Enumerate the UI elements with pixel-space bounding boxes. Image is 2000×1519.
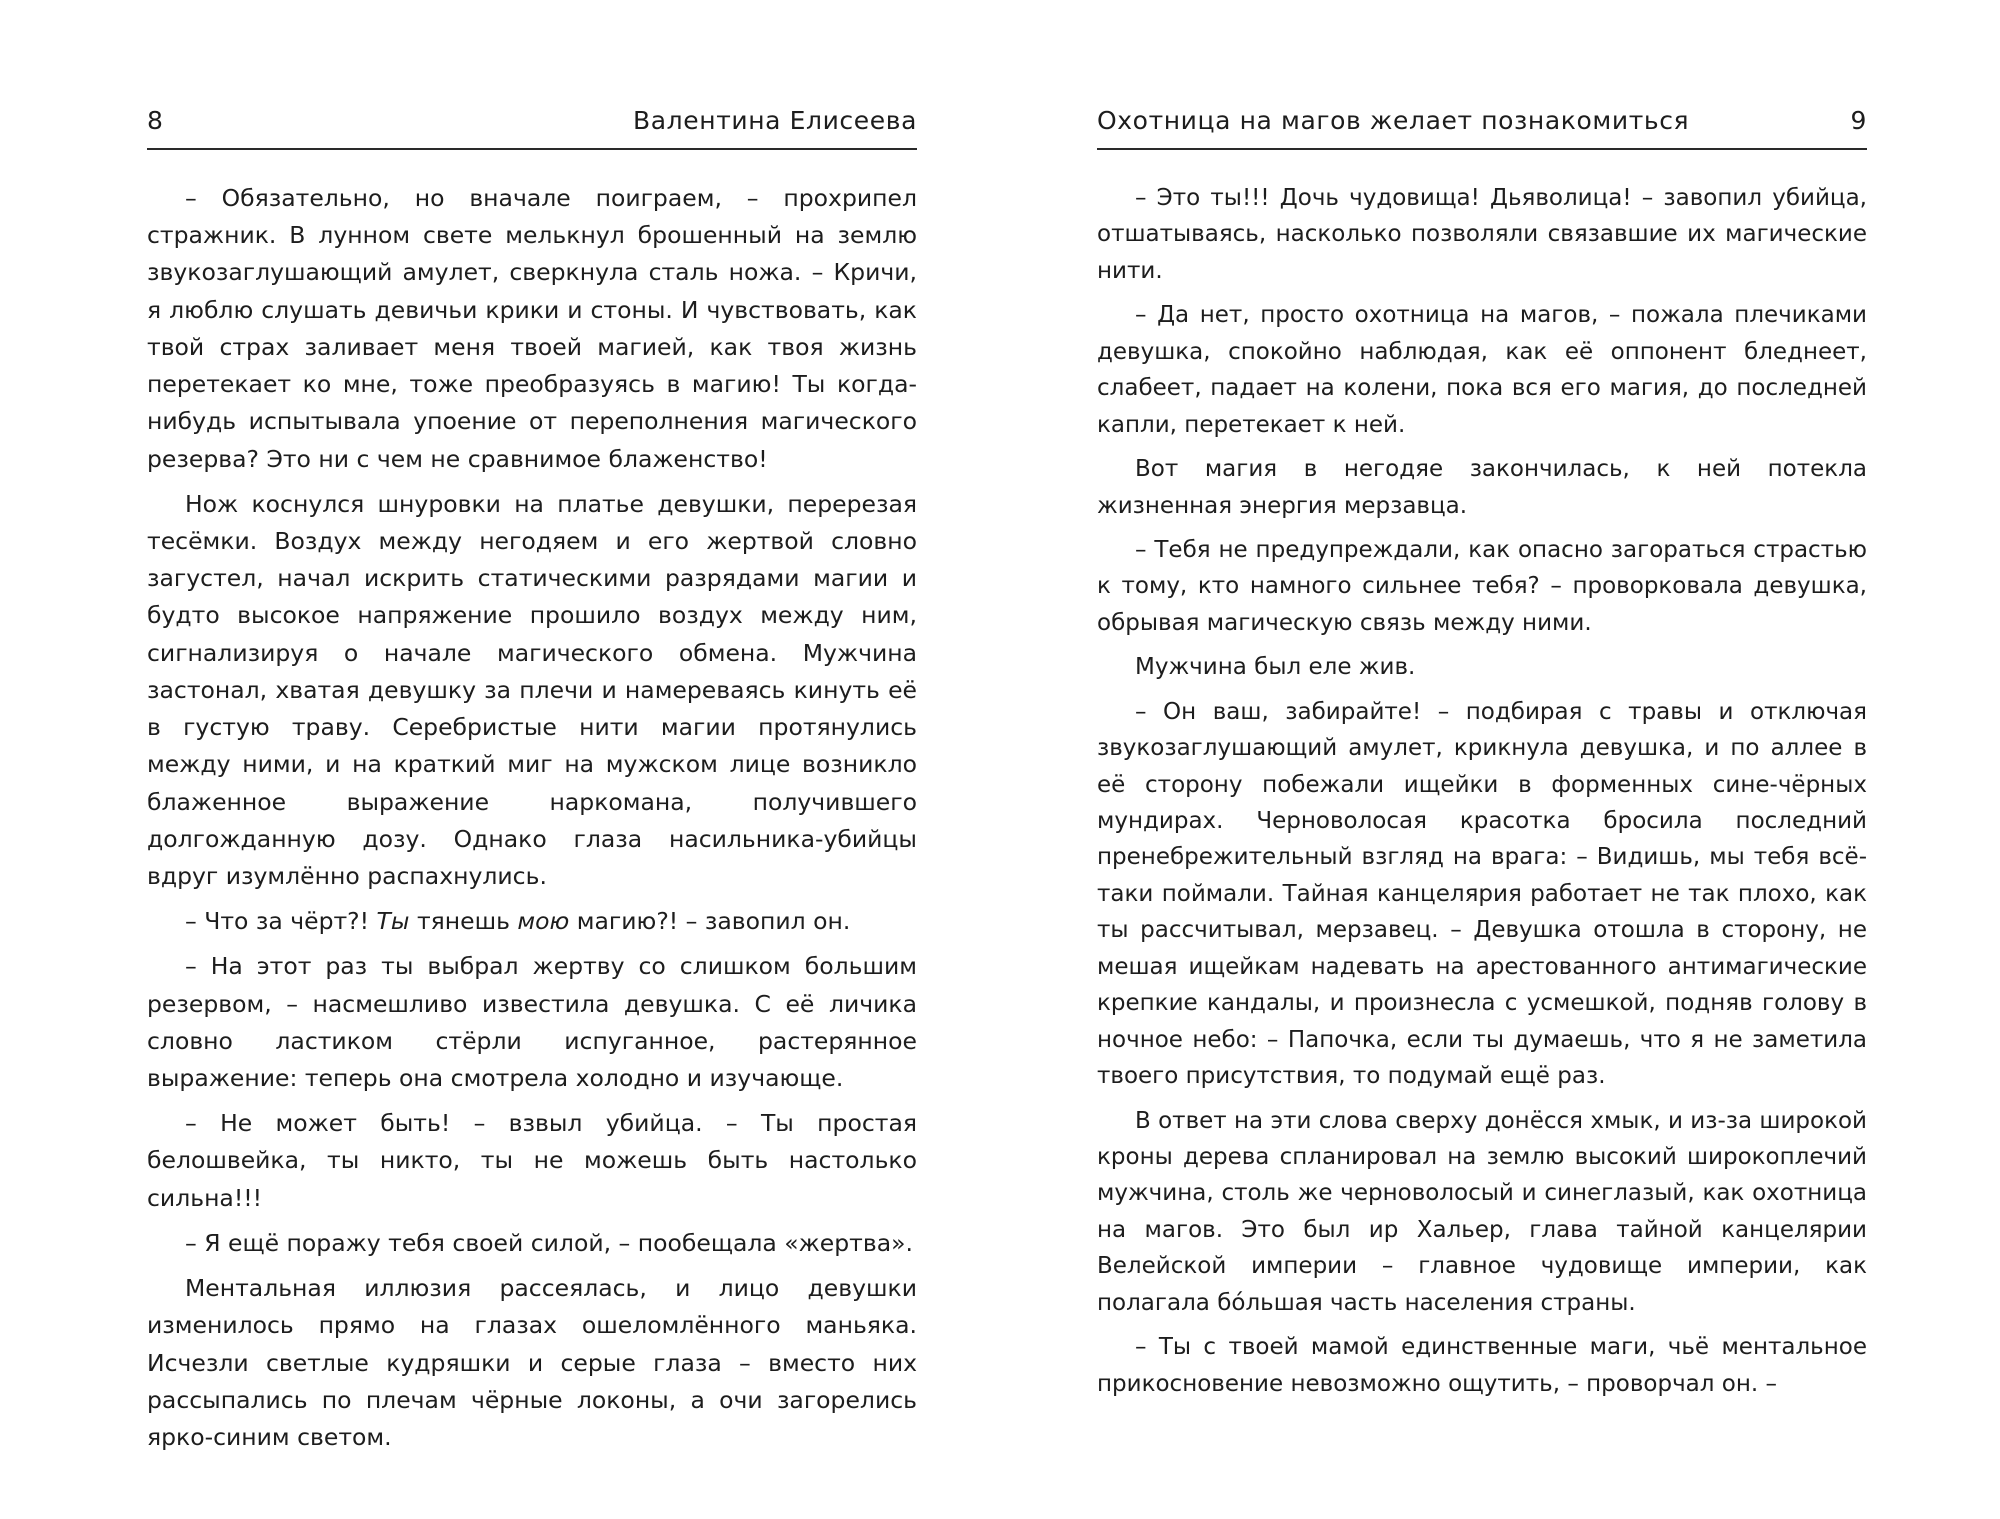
italic-word: Ты [376, 907, 410, 936]
paragraph: Ментальная иллюзия рассеялась, и лицо девушки изменилось прямо на глазах ошеломлённого маньяка. Исчезли светлые кудряшки и серые глаза – вместо них рассыпались по плечам чёрные локоны, а очи загорелись ярко-синим светом. [147, 1274, 917, 1451]
paragraph: – Да нет, просто охотница на магов, – пожала плечиками девушка, спокойно наблюдая, как её оппонент бледнеет, слабеет, падает на колени, пока вся его магия, до последней капли, перетекает к ней. [1097, 302, 1867, 438]
text-run: – Что за чёрт?! [185, 907, 377, 936]
running-head-book-title: Охотница на магов желает познакомиться [1097, 106, 1690, 135]
paragraph: – На этот раз ты выбрал жертву со слишком большим резервом, – насмешливо известила девушка. С её личика словно ластиком стёрли испуганное, растерянное выражение: теперь она смотрела холодно и изучающе. [147, 952, 917, 1093]
header-rule [147, 148, 917, 150]
page-number: 9 [1850, 106, 1867, 135]
paragraph: Мужчина был еле жив. [1135, 654, 1416, 681]
header-rule [1097, 148, 1867, 150]
text-run: магию?! – завопил он. [569, 907, 851, 936]
paragraph: Вот магия в негодяе закончилась, к ней потекла жизненная энергия мерзавца. [1097, 456, 1867, 519]
italic-word: мою [517, 907, 570, 936]
text-run: тянешь [409, 907, 518, 936]
running-head [1097, 106, 1867, 146]
running-head-author: Валентина Елисеева [633, 106, 917, 135]
paragraph: В ответ на эти слова сверху донёсся хмык, и из-за широкой кроны дерева спланировал на землю высокий широкоплечий мужчина, столь же черноволосый и синеглазый, как охотница на магов. Это был ир Хальер, глава тайной канцелярии Велейской империи – главное чудовище империи, как полагала бо́льшая часть населения страны. [1097, 1107, 1867, 1316]
paragraph: – Он ваш, забирайте! – подбирая с травы и отключая звукозаглушающий амулет, крикнула девушка, и по аллее в её сторону побежали ищейки в форменных сине-чёрных мундирах. Черноволосая красотка бросила последний пренебрежительный взгляд на врага: – Видишь, мы тебя всё-таки поймали. Тайная канцелярия работает не так плохо, как ты рассчитывал, мерзавец. – Девушка отошла в сторону, не мешая ищейкам надевать на арестованного антимагические крепкие кандалы, и произнесла с усмешкой, подняв голову в ночное небо: – Папочка, если ты думаешь, что я не заметила твоего присутствия, то подумай ещё раз. [1097, 698, 1867, 1090]
running-head [147, 106, 917, 146]
paragraph: – Тебя не предупреждали, как опасно загораться страстью к тому, кто намного сильнее тебя? – проворковала девушка, обрывая магическую связь между ними. [1097, 536, 1867, 636]
paragraph: – Не может быть! – взвыл убийца. – Ты простая белошвейка, ты никто, ты не можешь быть настолько сильна!!! [147, 1109, 917, 1212]
paragraph: – Я ещё поражу тебя своей силой, – пообещала «жертва». [185, 1228, 913, 1257]
body-text [1097, 180, 1867, 1410]
paragraph-with-italics [147, 903, 917, 940]
body-text [147, 180, 917, 1464]
left-page [147, 0, 917, 1519]
paragraph: Нож коснулся шнуровки на платье девушки, перерезая тесёмки. Воздух между негодяем и его жертвой словно загустел, начал искрить статическими разрядами магии и будто высокое напряжение прошило воздух между ним, сигнализируя о начале магического обмена. Мужчина застонал, хватая девушку за плечи и намереваясь кинуть её в густую траву. Серебристые нити магии протянулись между ними, и на краткий миг на мужском лице возникло блаженное выражение наркомана, получившего долгожданную дозу. Однако глаза насильника-убийцы вдруг изумлённо распахнулись. [147, 489, 917, 890]
paragraph: – Ты с твоей мамой единственные маги, чьё ментальное прикосновение невозможно ощутить, – проворчал он. – [1097, 1334, 1867, 1397]
right-page [1097, 0, 1867, 1519]
page-number: 8 [147, 106, 164, 135]
paragraph: – Это ты!!! Дочь чудовища! Дьяволица! – завопил убийца, отшатываясь, насколько позволяли связавшие их магические нити. [1097, 185, 1867, 284]
paragraph: – Обязательно, но вначале поиграем, – прохрипел стражник. В лунном свете мелькнул брошенный на землю звукозаглушающий амулет, сверкнула сталь ножа. – Кричи, я люблю слушать девичьи крики и стоны. И чувствовать, как твой страх заливает меня твоей магией, как твоя жизнь перетекает ко мне, тоже преобразуясь в магию! Ты когда-нибудь испытывала упоение от переполнения магического резерва? Это ни с чем не сравнимое блаженство! [147, 184, 917, 473]
